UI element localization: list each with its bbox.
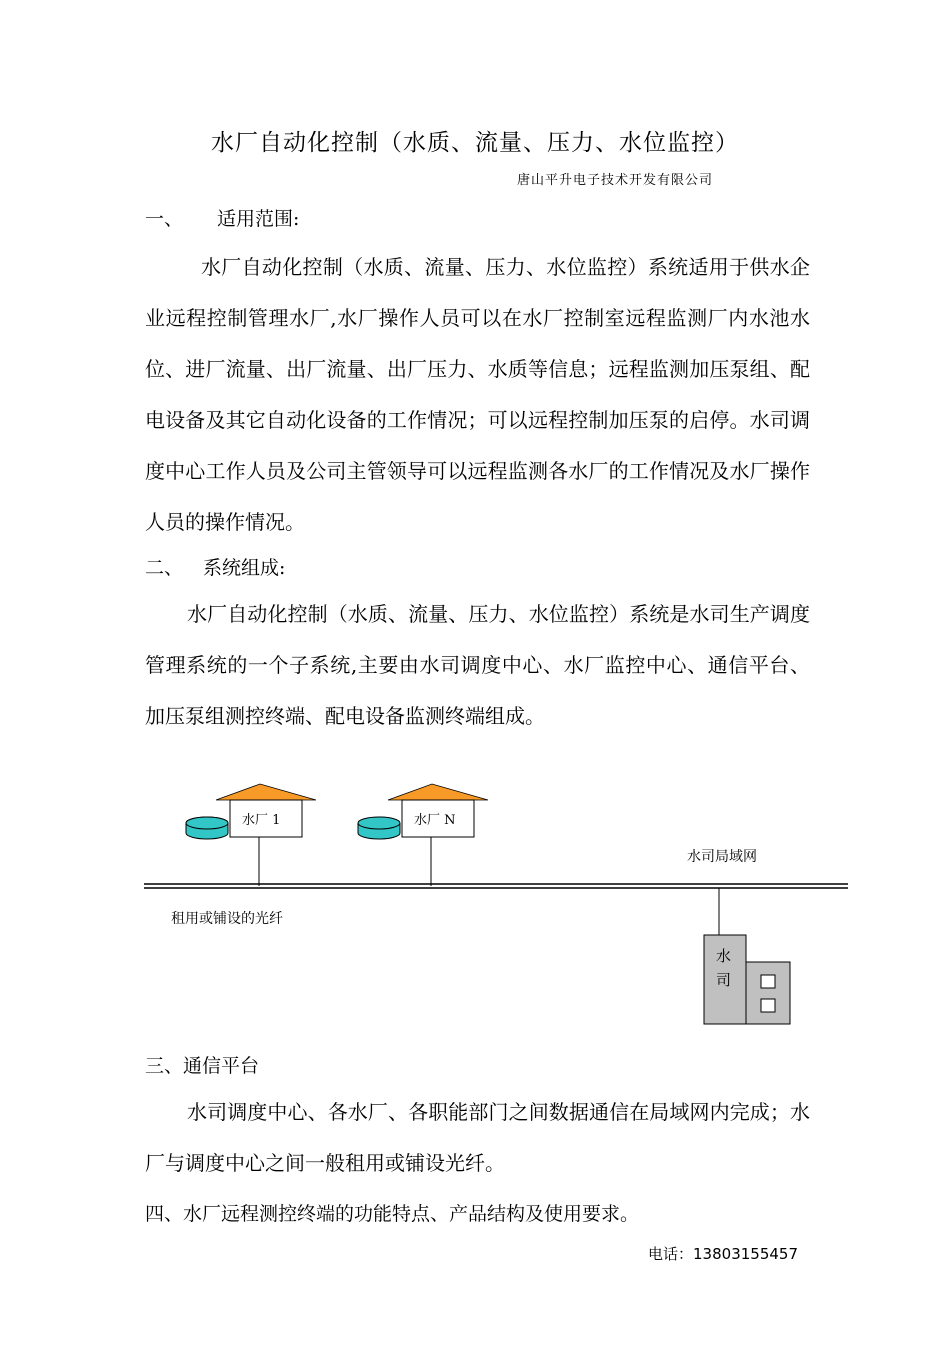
- plant-n-tank-icon: [358, 817, 400, 829]
- document-title: 水厂自动化控制（水质、流量、压力、水位监控）: [211, 130, 739, 156]
- section-4-heading: 四、水厂远程测控终端的功能特点、产品结构及使用要求。: [145, 1203, 640, 1225]
- section-2-body: [145, 589, 810, 742]
- lan-label: 水司局域网: [687, 849, 757, 865]
- section-3-body: [145, 1087, 810, 1189]
- section-2-heading: [145, 553, 285, 580]
- section-1-paragraph: 水厂自动化控制（水质、流量、压力、水位监控）系统适用于供水企业远程控制管理水厂,水厂操作人员可以在水厂控制室远程监测厂内水池水位、进厂流量、出厂流量、出厂压力、水质等信息；远程监测加压泵组、配电设备及其它自动化设备的工作情况；可以远程控制加压泵的启停。水司调度中心工作人员及公司主管领导可以远程监测各水厂的工作情况及水厂操作人员的操作情况。: [145, 255, 810, 534]
- plant-n-label: 水厂 N: [414, 813, 456, 828]
- water-company-hq: [704, 888, 790, 1024]
- section-1-body: [145, 242, 810, 548]
- section-2-number: 二、: [145, 557, 184, 579]
- hq-label-2: 司: [716, 971, 732, 989]
- section-1-number: 一、: [145, 208, 184, 230]
- plant-1-roof-icon: [216, 784, 316, 800]
- plant-1-label: 水厂 1: [242, 813, 281, 828]
- hq-label-1: 水: [716, 947, 732, 965]
- hq-window-2: [761, 999, 775, 1012]
- section-3-paragraph: 水司调度中心、各水厂、各职能部门之间数据通信在局域网内完成；水厂与调度中心之间一般租用或铺设光纤。: [145, 1100, 810, 1175]
- phone-number: 13803155457: [693, 1245, 798, 1263]
- company-name: 唐山平升电子技术开发有限公司: [517, 173, 714, 188]
- section-1-title: 适用范围:: [217, 208, 300, 230]
- plant-n-roof-icon: [388, 784, 488, 800]
- plant-1: [186, 784, 316, 886]
- plant-n: [358, 784, 488, 886]
- hq-annex: [746, 962, 790, 1024]
- fiber-label: 租用或铺设的光纤: [171, 911, 283, 927]
- phone-footer: [648, 1243, 798, 1264]
- hq-window-1: [761, 975, 775, 988]
- network-diagram: [0, 770, 950, 1040]
- section-2-paragraph: 水厂自动化控制（水质、流量、压力、水位监控）系统是水司生产调度管理系统的一个子系统,主要由水司调度中心、水厂监控中心、通信平台、加压泵组测控终端、配电设备监测终端组成。: [145, 602, 810, 728]
- section-3-heading: 三、通信平台: [145, 1055, 260, 1077]
- section-1-heading: [145, 204, 299, 231]
- section-2-title: 系统组成:: [203, 557, 286, 579]
- phone-label: 电话：: [648, 1245, 694, 1263]
